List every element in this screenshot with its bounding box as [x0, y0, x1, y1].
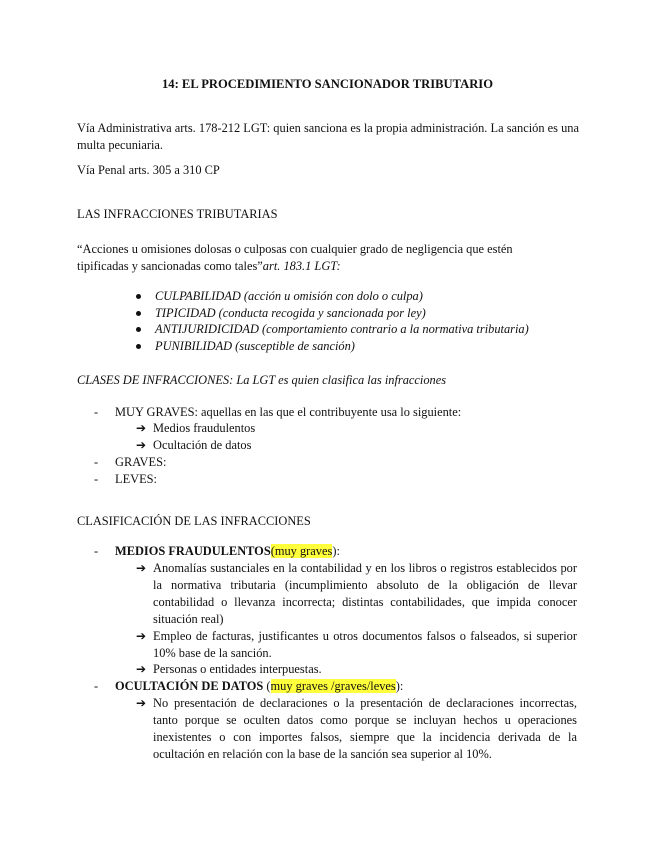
- ocultacion-heading: [115, 678, 403, 695]
- clase-leves: LEVES:: [115, 472, 157, 486]
- arrow-right-icon: ➔: [136, 629, 147, 643]
- bullet-dot-icon: [136, 311, 141, 316]
- via-administrativa-paragraph: Vía Administrativa arts. 178-212 LGT: quien sanciona es la propia administración. La sanción es una multa pecuniaria.: [77, 121, 579, 152]
- dash-marker: -: [94, 472, 99, 486]
- medios-item: Personas o entidades interpuestas.: [153, 662, 322, 676]
- section-heading-clasificacion: CLASIFICACIÓN DE LAS INFRACCIONES: [77, 514, 311, 528]
- principle-text: CULPABILIDAD (acción u omisión con dolo o culpa): [155, 289, 423, 303]
- medios-label: MEDIOS FRAUDULENTOS: [115, 544, 271, 558]
- quote-text: “Acciones u omisiones dolosas o culposas con cualquier grado de negligencia que estén tipificadas y sancionadas como tales”: [77, 242, 513, 273]
- principle-text: PUNIBILIDAD (susceptible de sanción): [155, 339, 355, 353]
- arrow-right-icon: ➔: [136, 696, 147, 710]
- ocultacion-label: OCULTACIÓN DE DATOS: [115, 679, 264, 693]
- medios-item: Anomalías sustanciales en la contabilidad y en los libros o registros establecidos por la normativa tributaria (incumplimiento absoluto de la obligación de llevar contabilidad o llevanza incorrecta; distintas contabilidades, que impida conocer situación real): [153, 561, 577, 626]
- bullet-dot-icon: [136, 344, 141, 349]
- clase-muy-graves: MUY GRAVES: aquellas en las que el contribuyente usa lo siguiente:: [115, 405, 462, 419]
- quote-reference: art. 183.1 LGT:: [262, 259, 341, 273]
- dash-marker: -: [94, 544, 99, 558]
- principle-text: TIPICIDAD (conducta recogida y sancionada por ley): [155, 306, 426, 320]
- section-heading-infracciones: LAS INFRACCIONES TRIBUTARIAS: [77, 207, 278, 221]
- ocultacion-tail: ):: [395, 679, 404, 693]
- medios-tail: ):: [332, 544, 340, 558]
- via-penal-paragraph: Vía Penal arts. 305 a 310 CP: [77, 163, 220, 177]
- clase-graves: GRAVES:: [115, 455, 167, 469]
- clases-heading: CLASES DE INFRACCIONES: La LGT es quien clasifica las infracciones: [77, 373, 447, 387]
- clase-subitem: Ocultación de datos: [153, 438, 252, 452]
- medios-item: Empleo de facturas, justificantes u otros documentos falsos o falseados, si superior 10% base de la sanción.: [153, 629, 577, 660]
- arrow-right-icon: ➔: [136, 421, 147, 435]
- bullet-dot-icon: [136, 327, 141, 332]
- ocultacion-item: No presentación de declaraciones o la presentación de declaraciones incorrectas, tanto porque se oculten datos como porque se incluyan hechos u operaciones inexistentes o con importes falsos, siempre que la incidencia derivada de la ocultación en relación con la base de la sanción sea superior al 10%.: [153, 696, 577, 761]
- arrow-right-icon: ➔: [136, 662, 147, 676]
- dash-marker: -: [94, 455, 99, 469]
- page-title: 14: EL PROCEDIMIENTO SANCIONADOR TRIBUTARIO: [162, 77, 493, 91]
- clase-subitem: Medios fraudulentos: [153, 421, 256, 435]
- medios-heading: [115, 543, 340, 560]
- medios-highlight: (muy graves: [270, 544, 333, 558]
- ocultacion-paren: (: [263, 679, 271, 693]
- arrow-right-icon: ➔: [136, 561, 147, 575]
- dash-marker: -: [94, 405, 99, 419]
- principle-text: ANTIJURIDICIDAD (comportamiento contrario a la normativa tributaria): [155, 322, 529, 336]
- definition-quote: [77, 241, 547, 275]
- bullet-dot-icon: [136, 294, 141, 299]
- arrow-right-icon: ➔: [136, 438, 147, 452]
- ocultacion-highlight: muy graves /graves/leves: [270, 679, 396, 693]
- dash-marker: -: [94, 679, 99, 693]
